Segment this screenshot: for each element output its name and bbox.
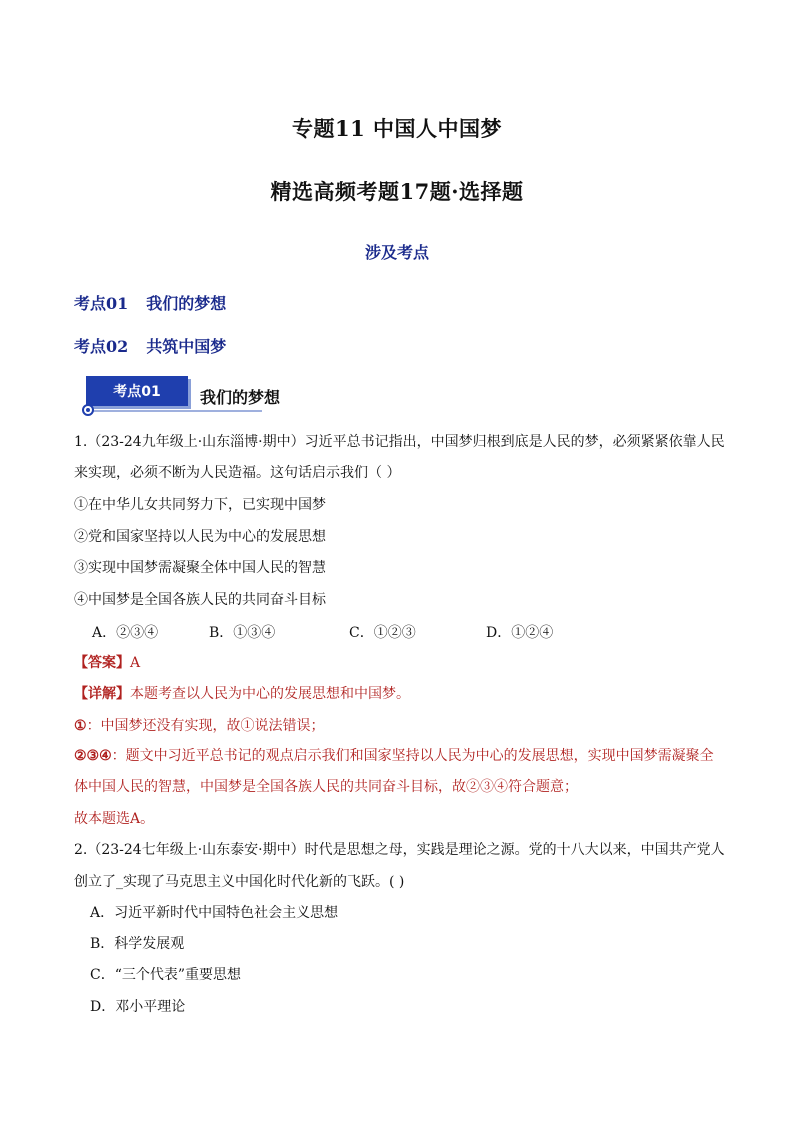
- q1-answer: [74, 653, 140, 673]
- detail-label: 【详解】: [74, 686, 130, 702]
- q1-explanation-2-line2: 体中国人民的智慧，中国梦是全国各族人民的共同奋斗目标，故②③④符合题意；: [74, 779, 578, 795]
- q1-options: [92, 622, 553, 642]
- q2-stem-line2: 创立了_实现了马克思主义中国化时代化新的飞跃。( ): [74, 874, 405, 890]
- topic-name: 我们的梦想: [146, 294, 227, 313]
- badge-underline: [86, 410, 262, 412]
- q1-statement-1: ①在中华儿女共同努力下，已实现中国梦: [74, 497, 326, 513]
- topic-number: 考点01: [74, 294, 129, 313]
- topic-item-02: [74, 334, 226, 357]
- q2-option-c: C．“三个代表”重要思想: [90, 967, 242, 983]
- q1-statement-4: ④中国梦是全国各族人民的共同奋斗目标: [74, 592, 326, 608]
- q2-option-b: B．科学发展观: [90, 936, 185, 952]
- q1-explanation-1: [74, 716, 325, 736]
- topic-item-01: [74, 291, 226, 314]
- q1-option-b: B．①③④: [209, 625, 276, 641]
- answer-label: 【答案】: [74, 655, 130, 671]
- q1-stem-line2: 来实现，必须不断为人民造福。这句话启示我们（ ）: [74, 465, 401, 481]
- q1-option-c: C．①②③: [349, 625, 416, 641]
- detail-text: 本题考查以人民为中心的发展思想和中国梦。: [130, 686, 410, 702]
- q1-explanation-2-line1: [74, 746, 714, 766]
- q1-detail: [74, 684, 410, 704]
- q1-stem-line1: 1.（23-24九年级上·山东淄博·期中）习近平总书记指出，中国梦归根到底是人民的梦，必须紧紧依靠人民: [74, 434, 725, 450]
- explanation-text: ：题文中习近平总书记的观点启示我们和国家坚持以人民为中心的发展思想，实现中国梦需凝聚全: [111, 748, 714, 764]
- section-title: 我们的梦想: [200, 388, 281, 407]
- explanation-key: ①: [74, 718, 87, 734]
- q1-statement-2: ②党和国家坚持以人民为中心的发展思想: [74, 529, 326, 545]
- q2-option-d: D．邓小平理论: [90, 999, 186, 1015]
- topic-name: 共筑中国梦: [146, 337, 227, 356]
- target-dot-icon: [82, 404, 94, 416]
- page-title: 专题11 中国人中国梦: [291, 116, 503, 141]
- page-subtitle: 精选高频考题17题·选择题: [270, 179, 524, 204]
- answer-value: A: [130, 655, 141, 671]
- q1-statement-3: ③实现中国梦需凝聚全体中国人民的智慧: [74, 560, 326, 576]
- topics-heading: 涉及考点: [364, 243, 429, 262]
- topic-number: 考点02: [74, 337, 129, 356]
- q1-conclusion: 故本题选A。: [74, 811, 155, 827]
- q2-stem-line1: 2.（23-24七年级上·山东泰安·期中）时代是思想之母，实践是理论之源。党的十八大以来，中国共产党人: [74, 842, 725, 858]
- q1-option-a: A．②③④: [92, 625, 159, 641]
- explanation-text: ：中国梦还没有实现，故①说法错误；: [86, 718, 325, 734]
- section-badge: 考点01: [86, 376, 188, 406]
- explanation-key: ②③④: [74, 748, 112, 764]
- q1-option-d: D．①②④: [486, 625, 554, 641]
- q2-option-a: A．习近平新时代中国特色社会主义思想: [90, 905, 339, 921]
